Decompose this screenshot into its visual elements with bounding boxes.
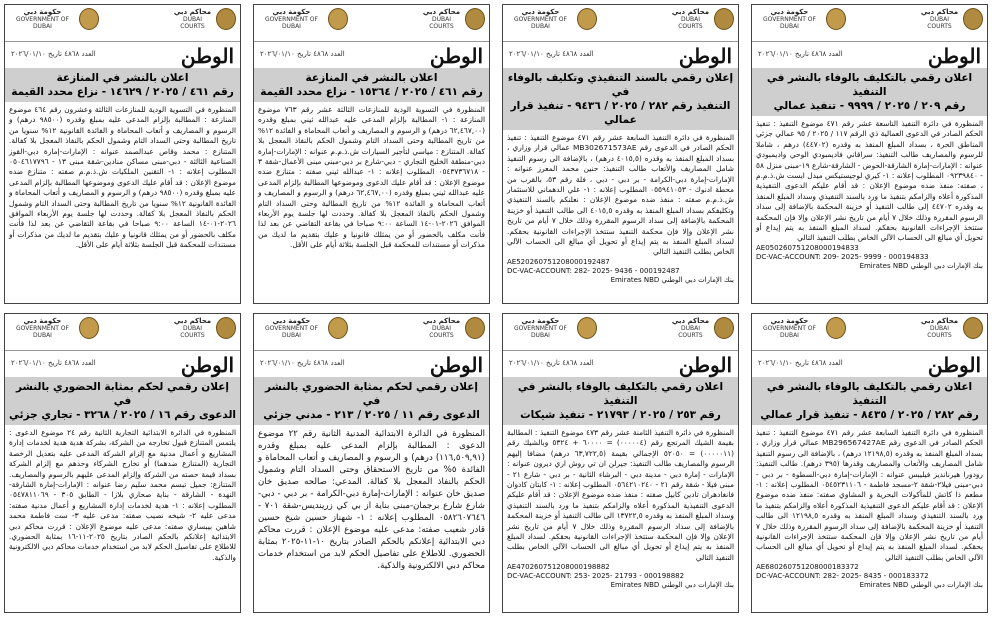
courts-emblem-icon xyxy=(465,317,485,339)
notice-title: اعلان رقمي بالتكليف بالوفاء بالنشر في التنفيذ رقم ٢٥٣ / ٢٠٢٥ / ٢١٧٩٣ - تنفيذ شيكات xyxy=(503,377,738,425)
notice-8 xyxy=(4,313,241,613)
notice-2 xyxy=(502,4,739,304)
issue-line: العدد ٤٨٦٨ تاريخ ٢٠٢٦/٠١/١٠ xyxy=(260,50,345,58)
notice-title: إعلان رقمي لحكم بمثابة الحضوري بالنشر في الدعوى رقم ١٦ / ٢٠٢٥ / ٣٢٦٨ - تجاري جزئي xyxy=(5,377,240,425)
government-emblem-icon xyxy=(79,8,99,30)
dubai-government-logo: حكومة دبي GOVERNMENT OF DUBAI xyxy=(756,317,846,339)
notice-body: المنظورة في دائرة التنفيذ السابعة عشر رقم ٤٧١ موضوع التنفيذ : تنفيذ الحكم الصادر في الدعوى رقم MB302671573AE عمالي قرار وزاري ، بسداد المبلغ المنفذ به وقدره (٤٠١٥,٥ درهم) ، بالإضافة الى رسوم التنفيذ شامل المصاريف والأتعاب طالب التنفيذ: حنين محمد المعرز عنوانه : الإمارات-إمارة دبي-الكرامة - بر دبي - دبي ، فلة رقم ٥٣، بالقرب من محطة ادنوك - ٠٥٥٩٤١٠٥٣ المطلوب إعلانه : ١- علي الدهماني للاستثمار ش.ذ.م.م صفته : منفذ ضده موضوع الإعلان : نعلنكم بالسند التنفيذي وتكليفكم بسداد المبلغ المنفذ به وقدره ٤٠١٥,٥ الى طالب التنفيذ أو خزينة المحكمة بالإضافة إلى سداد الرسوم المقررة وذلك خلال ٧ أيام من تاريخ نشر الإعلان وإلا فإن محكمة التنفيذ ستتخذ الإجراءات القانونية بحقكم. لسداد المبلغ المنفذ به يتم إيداع أو تحويل أي مبالغ الى الحساب الآلي الخاص بطلب التنفيذ التالي xyxy=(507,133,735,257)
courts-emblem-icon xyxy=(714,8,734,30)
notice-title: إعلان رقمي لحكم بمثابة الحضوري بالنشر في الدعوى رقم ١١ / ٢٠٢٥ / ٢١٣ - مدني جزئي xyxy=(254,377,489,425)
account-number: DC-VAC-ACCOUNT: 282- 2025- 8435 - 000183372 xyxy=(756,572,929,581)
notice-header xyxy=(254,314,489,351)
notice-body: المنظورة في التسوية الودية للمنازعات الثالثة وعشرون رقم ٤٦٤ موضوع المنازعة : المطالبة بإلزام المدعى عليه بمبلغ وقدره (٩٨٥٠٠ درهم) و الرسوم و المصاريف و أتعاب المحاماة و الفائدة القانونية ١٢% سنويا من تاريخ المطالبة وحتى السداد التام وشمول الحكم بالنفاذ المعجل بلا كفالة. المتنازع : محمد وقاص عبدالصمد عنوانه : الإمارات-إمارة دبي-القوز الصناعية الثالثة - دبي-مبنى مساكن منادين-شقة مبنى ١٣ - ٠٥٠٤٦١٧٧٩٦ المطلوب إعلانه : ١- التقنين الملكيات ش.ذ.م.م صفته : متنازع ضده موضوع الإعلان : قد أقام عليك الدعوى وموضوعها المطالبة بإلزام المدعى عليه بمبلغ وقدره (٩٨٥٠٠ درهم) و الرسوم و المصاريف و أتعاب المحاماة و الفائدة القانونية ١٢% سنويا من تاريخ المطالبة وحتى السداد التام وشمول الحكم بالنفاذ المعجل بلا كفالة. وحددت لها جلسة يوم الأربعاء الموافق ٢٠٢٦-٠١-١٤ الساعة ٩:٠٠ صباحا في بقاعة التقاضي عن بعد لذا فأنت مكلف بالحضور أو من يمثلك قانونيا و عليك بتقديم ما لديك من مذكرات أو مستندات للمحكمة قبل الجلسة بثلاثة أيام على الأقل. xyxy=(9,105,237,250)
government-emblem-icon xyxy=(328,317,348,339)
newspaper-name: الوطن xyxy=(429,353,483,377)
notice-header xyxy=(752,314,987,351)
account-number: DC-VAC-ACCOUNT: 209- 2025- 9999 - 000194833 xyxy=(756,252,929,261)
notice-4 xyxy=(4,4,241,304)
notice-1 xyxy=(751,4,988,304)
dubai-courts-logo: محاكم دبي DUBAI COURTS xyxy=(421,317,485,339)
notice-header xyxy=(752,5,987,42)
dubai-courts-logo: محاكم دبي DUBAI COURTS xyxy=(172,8,236,30)
newspaper-name: الوطن xyxy=(678,353,732,377)
notice-header xyxy=(254,5,489,42)
dubai-courts-logo: محاكم دبي DUBAI COURTS xyxy=(670,317,734,339)
notice-title: إعلان رقمي بالسند التنفيذي وتكليف بالوفاء في التنفيذ رقم ٢٨٢ / ٢٠٢٥ / ٩٤٣٦ - تنفيذ قرار عمالي xyxy=(503,68,738,130)
newspaper-name: الوطن xyxy=(927,353,981,377)
notice-body: المنظورة في دائرة التنفيذ الثامنة عشر رقم ٤٧٣ موضوع التنفيذ : المطالبة بقيمة الشيك المرتجع رقم (٠٠٠٠٠٤) = ٦٠٠٠٠ + ٥٣٢٤ وبالشيك رقم (٠٠٠٠٠١١) = ٥٢٠٥٠ الإجمالي بقيمة (٦٣,٧٢٢,٥ درهم) مضافا إليهم الرسوم والمصاريف طالب التنفيذ: جيرلن ان تي روش اري ديرون عنوانه : الإمارات - إمارة دبي - مدينة دبي - البرشاء الثانية - بر دبي - شارع ٢١ - مبنى فيلا - شقة رقم ٢١ - ٠٥٦٤٢١٠٢٤٠ المطلوب إعلانه : ١- كابتان كادوان فانغادهران تادين كابيل صفته : منفذ ضده موضوع الإعلان : قد أقام عليكم الدعوى التنفيذية المذكورة أعلاه والزامكم بتنفيذ ما ورد بالسند التنفيذي وسداد المبلغ المنفذ به وقدره ١٣٧٢٢,٥ الى طالب التنفيذ أو خزينة المحكمة بالإضافة إلى سداد الرسوم المقررة وذلك خلال ٧ أيام من تاريخ نشر الإعلان وإلا فإن المحكمة ستتخذ الإجراءات القانونية بحقكم. لسداد المبلغ المنفذ به يتم إيداع أو تحويل أي مبالغ الى الحساب الآلي الخاص بطلب التنفيذ التالي xyxy=(507,428,734,562)
notice-title: اعلان رقمي بالتكليف بالوفاء بالنشر في التنفيذ رقم ٢٨٢ / ٢٠٢٥ / ٨٤٣٥ - تنفيذ قرار عمالي xyxy=(752,377,987,425)
bank-name: بنك الإمارات دبي الوطني Emirates NBD xyxy=(610,581,734,590)
dubai-government-logo: حكومة دبي GOVERNMENT OF DUBAI xyxy=(9,317,99,339)
dubai-courts-logo: محاكم دبي DUBAI COURTS xyxy=(172,317,236,339)
courts-emblem-icon xyxy=(963,8,983,30)
government-emblem-icon xyxy=(826,8,846,30)
issue-line: العدد ٤٨٦٨ تاريخ ٢٠٢٦/٠١/١٠ xyxy=(509,50,594,58)
dubai-courts-logo: محاكم دبي DUBAI COURTS xyxy=(919,8,983,30)
dubai-courts-logo: محاكم دبي DUBAI COURTS xyxy=(670,8,734,30)
courts-emblem-icon xyxy=(216,8,236,30)
issue-line: العدد ٤٨٦٨ تاريخ ٢٠٢٦/٠١/١٠ xyxy=(758,359,843,367)
iban: AE050260751208000194833 xyxy=(756,243,859,252)
dubai-government-logo: حكومة دبي GOVERNMENT OF DUBAI xyxy=(507,8,597,30)
government-emblem-icon xyxy=(826,317,846,339)
newspaper-name: الوطن xyxy=(927,44,981,68)
government-emblem-icon xyxy=(328,8,348,30)
notice-title: اعلان بالنشر في المنازعة رقم ٤٦١ / ٢٠٢٥ / ١٤٦٢٩ - نزاع محدد القيمة xyxy=(5,68,240,102)
courts-emblem-icon xyxy=(714,317,734,339)
notice-title: اعلان بالنشر في المنازعة رقم ٤٦١ / ٢٠٢٥ / ١٥٣٦٤ - نزاع محدد القيمة xyxy=(254,68,489,102)
newspaper-name: الوطن xyxy=(678,44,732,68)
notice-body: المنظورة في دائرة التنفيذ السابعة عشر رقم ٤٧١ موضوع التنفيذ : تنفيذ الحكم الصادر في الدعوى رقم MB296567427AE عمالي قرار وزاري ، بسداد المبلغ المنفذ به وقدره (١٢١٩٨,٥ درهم) ، بالإضافة الى رسوم التنفيذ شامل المصاريف والأتعاب والمصاريف وقدرها (٣٩٥ درهم). طالب التنفيذ: رودورا هيرنانديز فيليبس عنوانه : الإمارات-إمارة دبي-السطوة - بر دبي - دبي-مبنى فيلا٢-شقة ٢-مسجد فاطمة - ٠٥٤٥٢٣١١٠٦ المطلوب إعلانه : ١- مطعم ذا كاتش للمأكولات البحرية و المشاوي صفته: منفذ ضده موضوع الإعلان : قد أقام عليكم الدعوى التنفيذية المذكورة أعلاه والزامكم بتنفيذ ما ورد بالسند التنفيذي وسداد المبلغ المنفذ به وقدره ١٢١٩٨,٥ الى طالب التنفيذ أو خزينة المحكمة بالإضافة إلى سداد الرسوم المقررة وذلك خلال ٧ أيام من تاريخ نشر الإعلان وإلا فإن المحكمة ستتخذ الإجراءات القانونية بحقكم. لسداد المبلغ المنفذ به يتم إيداع أو تحويل أي مبالغ الى الحساب الآلي الخاص بطلب التنفيذ التالي xyxy=(756,428,983,562)
notice-body: المنظورة في التسوية الودية للمنازعات الثالثة عشر رقم ٧٦٣ موضوع المنازعة : ١- المطالبة بإلزام المدعى عليه عبدالله ثيني بمبلغ وقدره (٦٢,٤٦٧,٠٠ درهم) و الرسوم و المصاريف و أتعاب المحاماة و الفائدة ١٢% من تاريخ المطالبة وحتى السداد التام وشمول الحكم بالنفاذ المعجل بلا كفالة. المتنازع : مياسي لتأجير السيارات ش.ذ.م.م عنوانه : الإمارات-إمارة دبي-منطقة الخليج التجاري - دبي-شارع بر دبي-مبنى مبنى الأعمال-شقة ٣ - ٠٥٤٣٧٣٦٧١٨ المطلوب إعلانه : ١- عبدالله ثيني صفته : متنازع ضده موضوع الإعلان : قد أقام عليك الدعوى وموضوعها المطالبة بإلزام المدعى عليه عبدالله ثيني بمبلغ وقدره (٦٢,٤٦٧,٠٠ درهم) و الرسوم و المصاريف و أتعاب المحاماة و الفائدة ١٢% من تاريخ المطالبة وحتى السداد التام وشمول الحكم بالنفاذ المعجل بلا كفالة. وحددت لها جلسة يوم الأربعاء الموافق ٢٠٢٦-٠١-١٤ الساعة ٩:٠٠ صباحا في بقاعة التقاضي عن بعد لذا فأنت مكلف بالحضور أو من يمثلك قانونيا و عليك بتقديم ما لديك من مذكرات أو مستندات للمحكمة قبل الجلسة بثلاثة أيام على الأقل. xyxy=(258,105,486,250)
notice-7 xyxy=(253,313,490,613)
issue-line: العدد ٤٨٦٨ تاريخ ٢٠٢٦/٠١/١٠ xyxy=(11,359,96,367)
government-emblem-icon xyxy=(577,317,597,339)
newspaper-name: الوطن xyxy=(180,353,234,377)
notice-6 xyxy=(502,313,739,613)
bank-name: بنك الإمارات دبي الوطني Emirates NBD xyxy=(859,261,983,270)
dubai-government-logo: حكومة دبي GOVERNMENT OF DUBAI xyxy=(258,317,348,339)
courts-emblem-icon xyxy=(216,317,236,339)
dubai-courts-logo: محاكم دبي DUBAI COURTS xyxy=(421,8,485,30)
dubai-government-logo: حكومة دبي GOVERNMENT OF DUBAI xyxy=(9,8,99,30)
newspaper-name: الوطن xyxy=(429,44,483,68)
dubai-courts-logo: محاكم دبي DUBAI COURTS xyxy=(919,317,983,339)
issue-line: العدد ٤٨٦٨ تاريخ ٢٠٢٦/٠١/١٠ xyxy=(509,359,594,367)
notice-body: المنظورة في دائرة التنفيذ التاسعة عشر رقم ٤٧١ موضوع التنفيذ : تنفيذ الحكم الصادر في الدعوى العمالية ذي الرقم ١١٧ / ٢٠٢٥ / ٩٥ عمالي جزئي المناطق الحرة ، بسداد المبلغ المنفذ به وقدره (٤٤٧٠٢) درهم ، شاملا للرسوم والمصاريف طالب التنفيذ: سراقاني فاديمبودي الوحي واديمبودي عنوانه : الإمارات-إمارة الشارقة-الحوض - الشارقة-شارع ١٩-مبنى منزل ٥٨ - ٠٩٢٣٩٨٤٠ المطلوب إعلانه : ١- كيري لوجيستيكس ميدل ايست ش.ذ.م.م ، صفته: منفذ ضده موضوع الإعلان : قد أقام عليكم الدعوى التنفيذية المذكورة أعلاه والزامكم بتنفيذ ما ورد بالسند التنفيذي وسداد المبلغ المنفذ به وقدره ٤٤٧٠٢ إلى طالب التنفيذ أو خزينة المحكمة بالإضافة إلى سداد الرسوم المقررة وذلك خلال ٧ أيام من تاريخ نشر الإعلان وإلا فإن المحكمة ستتخذ الإجراءات القانونية بحقكم. لسداد المبلغ المنفذ به يتم إيداع أو تحويل أي مبالغ الى الحساب الآلي الخاص بطلب التنفيذ التالي xyxy=(756,119,984,243)
account-number: DC-VAC-ACCOUNT: 282- 2025- 9436 - 000192487 xyxy=(507,266,680,275)
notice-title: اعلان رقمي بالتكليف بالوفاء بالنشر في التنفيذ رقم ٢٠٩ / ٢٠٢٥ / ٩٩٩٩ - تنفيذ عمالي xyxy=(752,68,987,116)
courts-emblem-icon xyxy=(465,8,485,30)
notice-header xyxy=(503,314,738,351)
iban: AE470260751208000198882 xyxy=(507,563,610,572)
notice-5 xyxy=(751,313,988,613)
notice-body: المنظورة في الدائرة الابتدائية التجارية الثانية رقم ٢٤ موضوع الدعوى : يلتمس المتنازع قبول تخارجه من الشركة، بشركة هدية هدية لخدمات إدارة المشاريع و أعمال مدنية مع إلزام الشركة المدعى عليه بتعديل الرخصة التجارية (المتنازع ضدهما) أو تخارج الشركاء وحدهم مع إلزام الشركة بسداد قيمة حصته من الشركة وإلزام المدعى عليهم بالرسوم والمصاريف. المتنازع: جميل تبسم محمد سليم رضا عنوانه : الإمارات-إمارة الشارقة-النهدة - الشارقة - بناية صحاري بلازا - الطابق ٣٠٥ - ٠٥٤٧٨١١٠٦٩ المطلوب إعلانه : ١- هدية لخدمات إدارة المشاريع و أعمال مدنية صفته: مدعى عليه ٢- شيخه نصيب صفته: مدعى عليه ٣- ست فاطمة محمد شاهين بيبساري صفته: مدعى عليه موضوع الإعلان : قررت محاكم دبي الابتدائية إعلانكم بالحكم الصادر بتاريخ ٢٠٢٥-١١-١٦ بمثابة الحضوري. للاطلاع على تفاصيل الحكم لابد من استخدام خدمات محاكم دبي الالكترونية والذكية. xyxy=(9,428,237,562)
notice-3 xyxy=(253,4,490,304)
notice-header xyxy=(5,314,240,351)
dubai-government-logo: حكومة دبي GOVERNMENT OF DUBAI xyxy=(756,8,846,30)
courts-emblem-icon xyxy=(963,317,983,339)
dubai-government-logo: حكومة دبي GOVERNMENT OF DUBAI xyxy=(258,8,348,30)
bank-name: بنك الإمارات دبي الوطني Emirates NBD xyxy=(859,581,983,590)
newspaper-name: الوطن xyxy=(180,44,234,68)
dubai-government-logo: حكومة دبي GOVERNMENT OF DUBAI xyxy=(507,317,597,339)
iban: AE680260751208000183372 xyxy=(756,563,859,572)
account-number: DC-VAC-ACCOUNT: 253- 2025- 21793 - 000198882 xyxy=(507,572,685,581)
government-emblem-icon xyxy=(577,8,597,30)
issue-line: العدد ٤٨٦٨ تاريخ ٢٠٢٦/٠١/١٠ xyxy=(260,359,345,367)
iban: AE520260751208000192487 xyxy=(507,257,610,266)
bank-name: بنك الإمارات دبي الوطني Emirates NBD xyxy=(610,275,734,284)
notice-header xyxy=(503,5,738,42)
issue-line: العدد ٤٨٦٨ تاريخ ٢٠٢٦/٠١/١٠ xyxy=(11,50,96,58)
issue-line: العدد ٤٨٦٨ تاريخ ٢٠٢٦/٠١/١٠ xyxy=(758,50,843,58)
government-emblem-icon xyxy=(79,317,99,339)
notice-body: المنظورة في الدائرة الابتدائية المدنية الثانية رقم ٢٢ موضوع الدعوى : المطالبة بإلزام المدعى عليه بمبلغ وقدره (١١٦,٥٠٩,٩١) درهم) و الرسوم و المصاريف و أتعاب المحاماة و الفائدة ٥% من تاريخ الاستحقاق وحتى السداد التام وشمول الحكم بالنفاذ المعجل بلا كفالة. المدعي: صالحه صديق خان صديق خان عنوانه : الإمارات-إمارة دبي-الكرامة - بر دبي - دبي-شارع شارع برجمان-مبنى بناية از بي كي زرينديس-شقة ٧٠١ - ٠٥٨٢٦٠٧٦٤٦ المطلوب إعلانه : ١- شهناز حسين شيخ حسين قادر شعيب صفته: مدعى عليه موضوع الإعلان : قررت محاكم دبي الابتدائية إعلانكم بالحكم الصادر بتاريخ ١٠-١١-٢٠٢٥ بمثابة الحضوري. للاطلاع على تفاصيل الحكم لابد من استخدام خدمات محاكم دبي الالكترونية والذكية. xyxy=(258,429,486,571)
notice-header xyxy=(5,5,240,42)
